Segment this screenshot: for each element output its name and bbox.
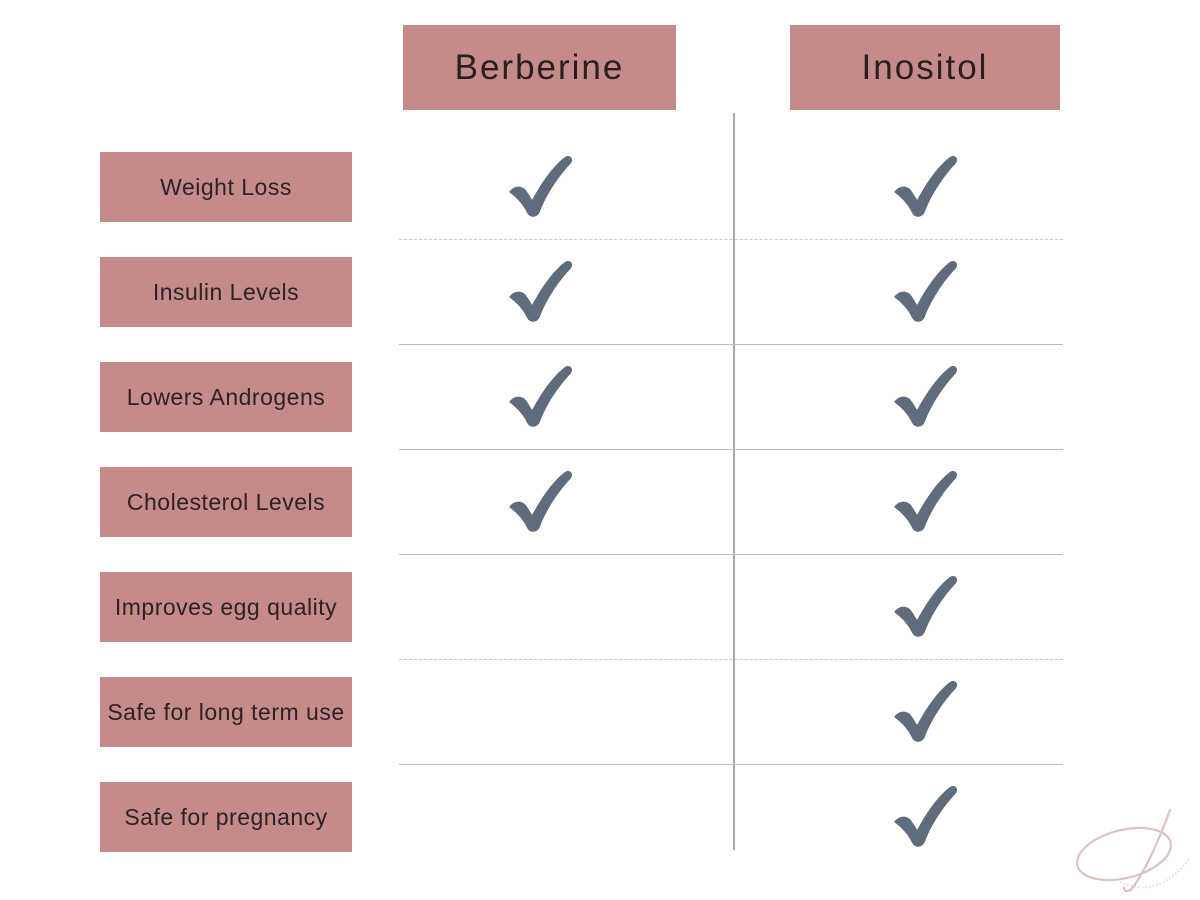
row-separator-line	[399, 659, 1063, 660]
row-separator-line	[399, 344, 1063, 345]
row-label: Weight Loss	[100, 152, 352, 222]
table-row	[0, 152, 1200, 222]
checkmark-icon	[889, 154, 961, 220]
row-separator-line	[399, 554, 1063, 555]
row-label: Lowers Androgens	[100, 362, 352, 432]
checkmark-icon	[889, 259, 961, 325]
table-row	[0, 572, 1200, 642]
watermark-microtext-arc	[1117, 858, 1190, 887]
row-separator-line	[399, 764, 1063, 765]
checkmark-icon	[889, 469, 961, 535]
table-row	[0, 362, 1200, 432]
checkmark-icon	[504, 469, 576, 535]
table-row	[0, 467, 1200, 537]
checkmark-icon	[889, 784, 961, 850]
watermark-logo	[1062, 806, 1192, 898]
column-header-berberine: Berberine	[403, 25, 676, 110]
checkmark-icon	[504, 154, 576, 220]
row-label: Cholesterol Levels	[100, 467, 352, 537]
row-separator-line	[399, 239, 1063, 240]
table-row	[0, 782, 1200, 852]
row-label: Improves egg quality	[100, 572, 352, 642]
row-separator-line	[399, 449, 1063, 450]
column-header-inositol: Inositol	[790, 25, 1060, 110]
row-label: Safe for long term use	[100, 677, 352, 747]
table-row	[0, 257, 1200, 327]
checkmark-icon	[889, 679, 961, 745]
checkmark-icon	[504, 364, 576, 430]
checkmark-icon	[504, 259, 576, 325]
row-label: Insulin Levels	[100, 257, 352, 327]
row-label: Safe for pregnancy	[100, 782, 352, 852]
checkmark-icon	[889, 574, 961, 640]
checkmark-icon	[889, 364, 961, 430]
table-row	[0, 677, 1200, 747]
